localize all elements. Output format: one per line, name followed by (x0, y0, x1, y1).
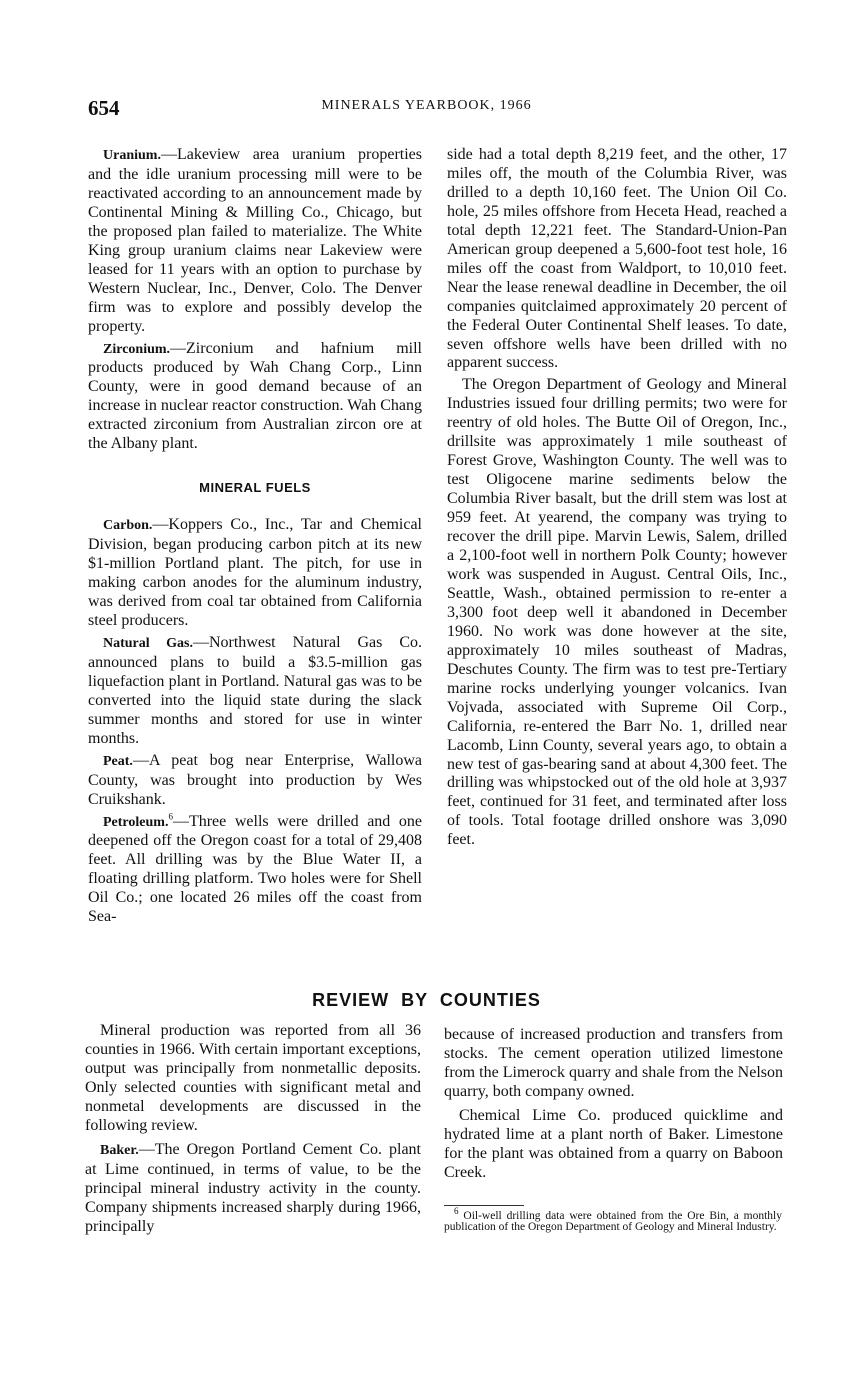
chemical-lime-paragraph: Chemical Lime Co. produced quicklime and hydrated lime at a plant north of Baker. Limestone for the plant was obtained from a quarry on Baboon Creek. (444, 1106, 783, 1181)
mineral-fuels-heading: MINERAL FUELS (199, 480, 311, 496)
review-right-column (444, 1026, 783, 1183)
offshore-wells-paragraph: side had a total depth 8,219 feet, and the other, 17 miles off, the mouth of the Columbia River, was drilled to a depth 10,160 feet. The Union Oil Co. hole, 25 miles offshore from Heceta Head, reached a total depth 12,221 feet. The Standard-Union-Pan American group deepened a 5,600-foot test hole, 16 miles off the coast from Waldport, to 10,010 feet. Near the lease renewal deadline in December, the oil companies quitclaimed approximately 20 percent of the Federal Outer Continental Shelf leases. To date, seven offshore wells have been drilled with no apparent success. (447, 146, 787, 372)
carbon-paragraph: Carbon.—Koppers Co., Inc., Tar and Chemical Division, began producing carbon pitch at its new $1-million Portland plant. The pitch, for use in making carbon anodes for the aluminum industry, was derived from coal tar obtained from California steel producers. (88, 516, 422, 629)
footnote: $^6$ Oil-well drilling data were obtained from the Ore Bin, a monthly publication of the Oregon Department of Geology and Mineral Industry. (444, 1206, 783, 1233)
zirconium-run-in: Zirconium. (103, 341, 171, 357)
review-intro-paragraph: Mineral production was reported from all 36 counties in 1966. With certain important exceptions, output was principally from nonmetallic deposits. Only selected counties with significant metal and nonmetal developments are discussed in the following review. (85, 1022, 421, 1134)
uranium-paragraph: Uranium.—Lakeview area uranium properties and the idle uranium processing mill were to be reactivated according to an announcement made by Continental Mining & Milling Co., Chicago, but the proposed plan failed to materialize. The White King group uranium claims near Lakeview were leased for 11 years with an option to purchase by Western Nuclear, Inc., Denver, Colo. The Denver firm was to explore and possibly develop the property. (88, 146, 422, 335)
footnote-number: 6 (454, 1206, 459, 1217)
uranium-run-in: Uranium. (103, 148, 161, 163)
petroleum-paragraph: Petroleum.$^6$—Three wells were drilled and one deepened off the Oregon coast for a total of 29,408 feet. All drilling was by the Blue Water II, a floating drilling platform. Two holes were for Shell Oil Co.; one located 26 miles off the coast from Sea- (88, 811, 422, 926)
running-title: MINERALS YEARBOOK, 1966 (321, 98, 532, 113)
peat-run-in: Peat. (103, 753, 133, 769)
cement-paragraph: because of increased production and transfers from stocks. The cement operation utilized limestone from the Limerock quarry and shale from the Nelson quarry, both company owned. (444, 1026, 783, 1100)
review-left-column (85, 1022, 421, 1236)
zirconium-paragraph: Zirconium.—Zirconium and hafnium mill products produced by Wah Chang Corp., Linn County, were in good demand because of an increase in nuclear reactor construction. Wah Chang extracted zirconium from Australian zircon ore at the Albany plant. (88, 339, 422, 453)
natural-gas-run-in: Natural Gas. (103, 635, 193, 651)
right-column (447, 146, 787, 850)
footnote-reference: 6 (168, 811, 173, 822)
petroleum-run-in: Petroleum. (103, 814, 169, 830)
left-column (88, 146, 422, 927)
peat-paragraph: Peat.—A peat bog near Enterprise, Wallowa County, was brought into production by Wes Cruikshank. (88, 751, 422, 808)
page-number: 654 (88, 96, 120, 120)
baker-run-in: Baker. (100, 1142, 139, 1158)
carbon-run-in: Carbon. (103, 518, 153, 534)
baker-paragraph: Baker.—The Oregon Portland Cement Co. plant at Lime continued, in terms of value, to be the principal mineral industry activity in the county. Company shipments increased sharply during 1966, principally (85, 1140, 421, 1235)
review-by-counties-heading: REVIEW BY COUNTIES (312, 990, 541, 1010)
drilling-permits-paragraph: The Oregon Department of Geology and Mineral Industries issued four drilling permits; two were for reentry of old holes. The Butte Oil of Oregon, Inc., drillsite was approximately 1 mile southeast of Forest Grove, Washington County. The well was to test Oligocene marine sediments below the Columbia River basalt, but the drill stem was lost at 959 feet. At yearend, the company was trying to recover the drill pipe. Marvin Lewis, Salem, drilled a 2,100-foot well in northern Polk County; however work was suspended in August. Central Oils, Inc., Seattle, Wash., obtained permission to re-enter a 3,300 foot deep well it abandoned in December 1960. No work was done however at the site, approximately 10 miles southeast of Madras, Deschutes County. The firm was to test pre-Tertiary marine rocks underlying younger volcanics. Ivan Vojvada, associated with Supreme Oil Corp., California, re-entered the Barr No. 1, drilled near Lacomb, Linn County, several years ago, to obtain a new test of gas-bearing sand at about 4,300 feet. The drilling was whipstocked out of the old hole at 3,937 feet, continued for 31 feet, and terminated after loss of tools. Total footage drilled onshore was 3,090 feet. (447, 376, 787, 849)
natural-gas-paragraph: Natural Gas.—Northwest Natural Gas Co. announced plans to build a $3.5-million gas liquefaction plant in Portland. Natural gas was to be converted into the liquid state during the slack summer months and stored for use in winter months. (88, 633, 422, 747)
